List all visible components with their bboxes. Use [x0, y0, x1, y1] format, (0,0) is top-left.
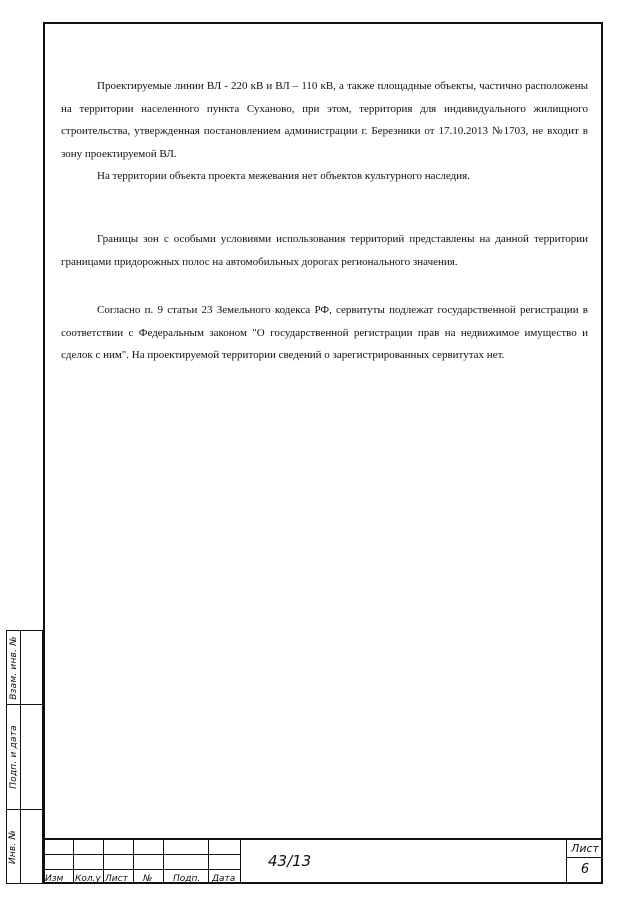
title-block: [43, 838, 603, 884]
col-data: Дата: [212, 874, 236, 884]
paragraph-cultural-heritage: На территории объекта проекта межевания нет объектов культурного наследия.: [97, 170, 470, 183]
stamp-podp-data: [6, 705, 43, 810]
stamp-vzam-inv: [6, 630, 43, 705]
document-number: 43/13: [268, 852, 312, 870]
stamp-inv: [6, 810, 43, 884]
col-list: Лист: [105, 874, 128, 884]
col-no: №: [143, 874, 153, 884]
stamp-vzam-inv-label: Взам. инв. №: [8, 635, 19, 700]
sheet-box: [566, 840, 603, 884]
paragraph-special-zones: Границы зон с особыми условиями использования территорий представлены на данной территории границами придорожных полос на автомобильных дорогах регионального значения.: [61, 232, 588, 268]
col-podp: Подп.: [173, 874, 201, 884]
sheet-number: 6: [580, 862, 590, 877]
col-izm: Изм: [45, 874, 64, 884]
stamp-inv-label: Инв. №: [8, 829, 19, 864]
col-kol: Кол.у: [75, 874, 101, 884]
paragraph-servitudes: Согласно п. 9 статьи 23 Земельного кодекса РФ, сервитуты подлежат государственной регистрации в соответствии с Федеральным законом "О государственной регистрации прав на недвижимое имущество и сделок с ним". На проектируемой территории сведений о зарегистрированных сервитутах нет.: [61, 304, 588, 362]
stamp-podp-data-label: Подп. и дата: [8, 725, 19, 789]
paragraph-power-lines: Проектируемые линии ВЛ - 220 кВ и ВЛ – 110 кВ, а также площадные объекты, частично расположены на территории населенного пункта Суханово, при этом, территория для индивидуального жилищного строительства, утвержденная постановлением администрации г. Березники от 17.10.2013 №1703, не входит в зону проектируемой ВЛ.: [61, 80, 588, 160]
document-body: [61, 75, 588, 367]
sheet-label: Лист: [567, 840, 603, 858]
